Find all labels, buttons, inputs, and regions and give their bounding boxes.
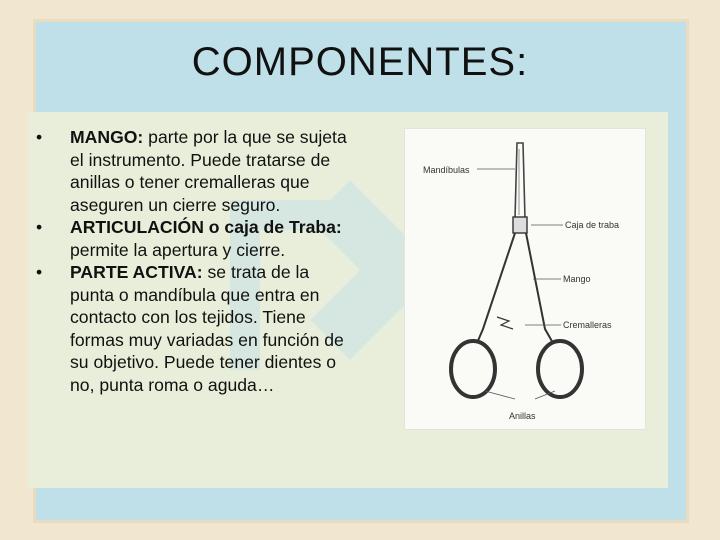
item-term: MANGO: bbox=[70, 127, 144, 147]
forceps-illustration bbox=[404, 128, 646, 430]
bullet: • bbox=[36, 262, 43, 282]
jaw-shape bbox=[515, 143, 525, 219]
ring-left bbox=[451, 341, 495, 397]
ratchet-shape bbox=[497, 317, 513, 329]
item-description: permite la apertura y cierre. bbox=[70, 239, 286, 260]
item-term: PARTE ACTIVA: bbox=[70, 262, 203, 282]
box-lock-shape bbox=[513, 217, 527, 233]
bullet: • bbox=[36, 217, 43, 237]
bullet: • bbox=[36, 127, 43, 147]
shank-left bbox=[477, 233, 515, 343]
item-description: parte por la que se sujeta el instrumento. Puede tratarse de anillas o tener cremalleras que aseguren un cierre seguro. bbox=[70, 127, 347, 215]
list-item-mango bbox=[28, 126, 358, 216]
list-item-parte-activa bbox=[28, 261, 358, 396]
label-cremalleras: Cremalleras bbox=[563, 320, 612, 330]
label-mango: Mango bbox=[563, 274, 591, 284]
list-item-articulacion bbox=[28, 216, 358, 261]
slide-title: COMPONENTES: bbox=[191, 40, 529, 84]
forceps-drawing bbox=[405, 129, 645, 429]
component-list bbox=[28, 126, 358, 396]
item-description: se trata de la punta o mandíbula que entra en contacto con los tejidos. Tiene formas muy variadas en función de su objetivo. Puede tener dientes o no, punta roma o aguda… bbox=[70, 262, 344, 395]
shank-right bbox=[526, 233, 553, 343]
ring-right bbox=[538, 341, 582, 397]
label-anillas: Anillas bbox=[509, 411, 536, 421]
item-term: ARTICULACIÓN o caja de Traba: bbox=[70, 217, 342, 237]
label-mandibulas: Mandíbulas bbox=[423, 165, 470, 175]
label-caja-de-traba: Caja de traba bbox=[565, 220, 620, 230]
